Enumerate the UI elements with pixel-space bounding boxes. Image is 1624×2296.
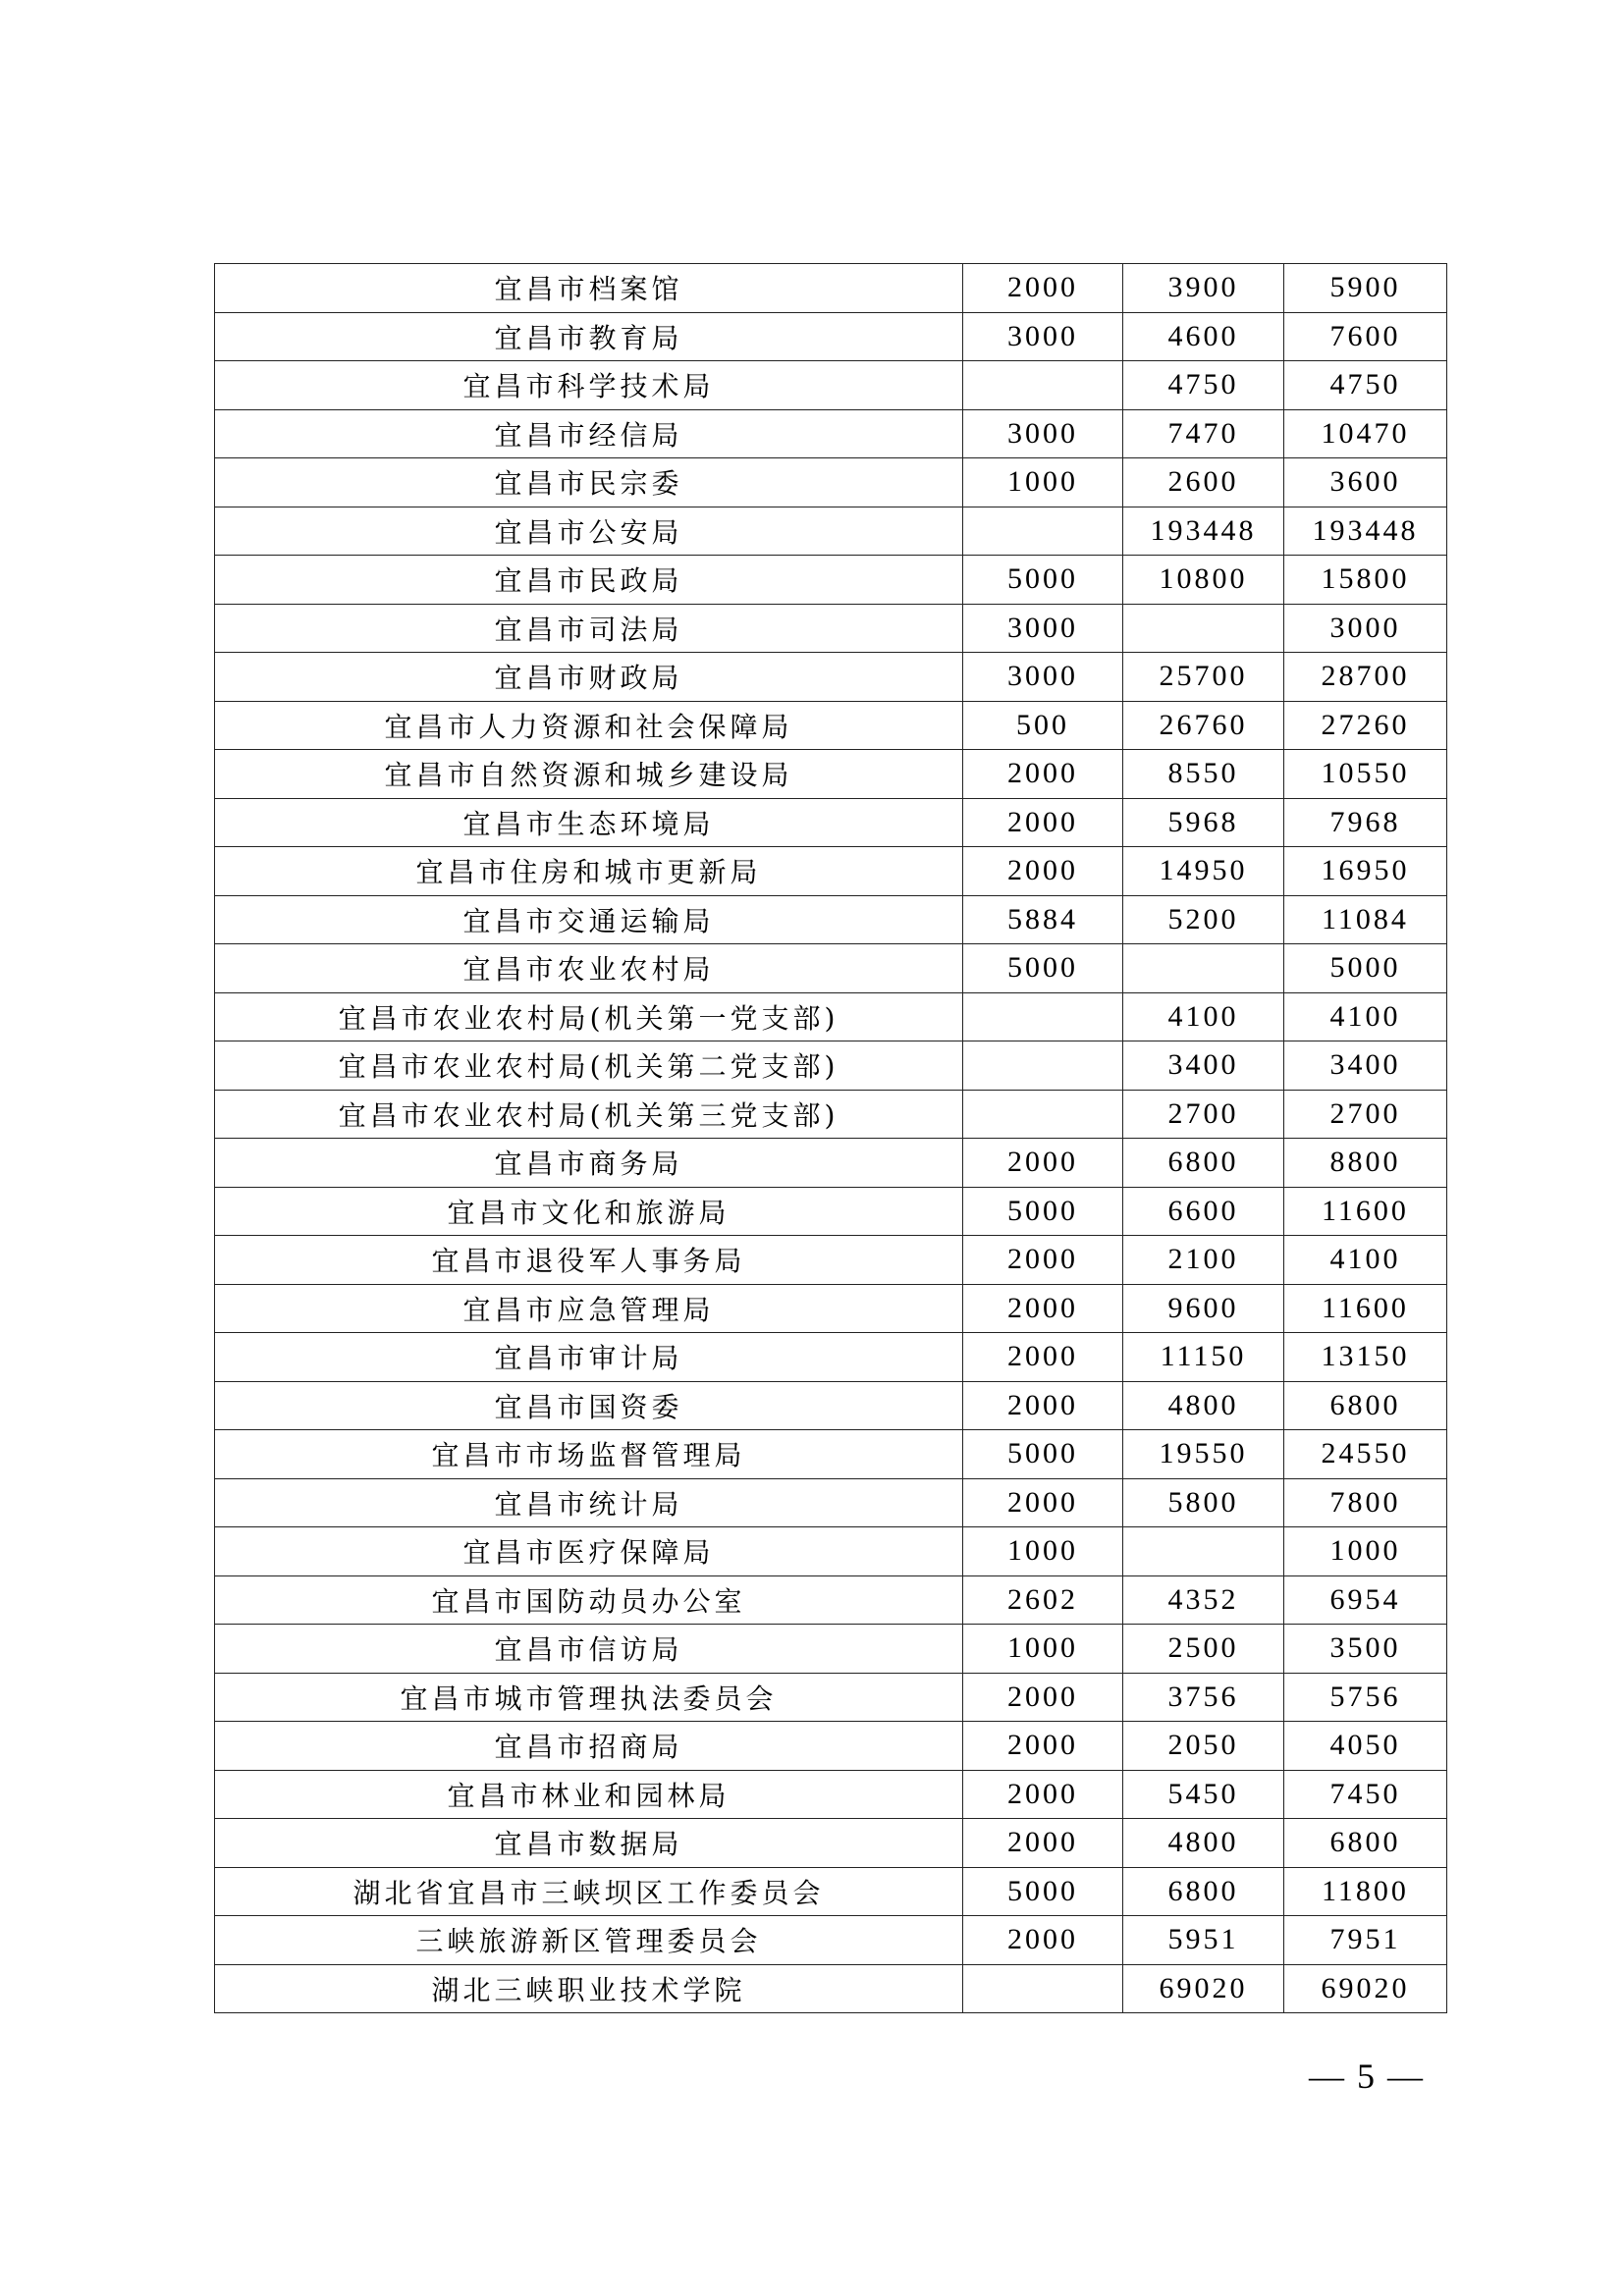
table-row [215, 653, 1447, 702]
unit-name-cell: 三峡旅游新区管理委员会 [215, 1916, 963, 1965]
amount-a-cell: 2000 [963, 264, 1123, 313]
total-cell: 28700 [1284, 653, 1447, 702]
amount-a-cell: 3000 [963, 604, 1123, 653]
unit-name-cell: 宜昌市农业农村局 [215, 944, 963, 993]
amount-b-cell: 2050 [1123, 1722, 1284, 1771]
unit-name-cell: 宜昌市商务局 [215, 1139, 963, 1188]
unit-name-cell: 宜昌市林业和园林局 [215, 1770, 963, 1819]
total-cell: 11600 [1284, 1187, 1447, 1236]
unit-name-cell: 宜昌市财政局 [215, 653, 963, 702]
total-cell: 4750 [1284, 361, 1447, 410]
amount-a-cell: 2000 [963, 847, 1123, 896]
unit-name-cell: 宜昌市教育局 [215, 312, 963, 361]
table-row [215, 895, 1447, 944]
amount-a-cell: 2602 [963, 1575, 1123, 1625]
table-row [215, 1867, 1447, 1916]
unit-name-cell: 宜昌市农业农村局(机关第一党支部) [215, 992, 963, 1041]
table-row [215, 701, 1447, 750]
total-cell: 10470 [1284, 409, 1447, 458]
amount-a-cell [963, 992, 1123, 1041]
total-cell: 69020 [1284, 1964, 1447, 2013]
total-cell: 8800 [1284, 1139, 1447, 1188]
amount-b-cell [1123, 1527, 1284, 1576]
total-cell: 7450 [1284, 1770, 1447, 1819]
unit-name-cell: 宜昌市经信局 [215, 409, 963, 458]
total-cell: 7800 [1284, 1478, 1447, 1527]
table-row [215, 1916, 1447, 1965]
amount-b-cell: 6600 [1123, 1187, 1284, 1236]
table-row [215, 264, 1447, 313]
budget-table [214, 263, 1447, 2013]
total-cell: 27260 [1284, 701, 1447, 750]
total-cell: 6800 [1284, 1381, 1447, 1430]
unit-name-cell: 宜昌市招商局 [215, 1722, 963, 1771]
amount-b-cell: 4800 [1123, 1819, 1284, 1868]
table-row [215, 1041, 1447, 1091]
table-row [215, 361, 1447, 410]
total-cell: 3600 [1284, 458, 1447, 507]
total-cell: 4050 [1284, 1722, 1447, 1771]
amount-b-cell: 4100 [1123, 992, 1284, 1041]
table-row [215, 1625, 1447, 1674]
unit-name-cell: 宜昌市档案馆 [215, 264, 963, 313]
unit-name-cell: 湖北省宜昌市三峡坝区工作委员会 [215, 1867, 963, 1916]
amount-a-cell: 5000 [963, 944, 1123, 993]
table-row [215, 1819, 1447, 1868]
table-row [215, 409, 1447, 458]
amount-b-cell: 3400 [1123, 1041, 1284, 1091]
unit-name-cell: 宜昌市文化和旅游局 [215, 1187, 963, 1236]
table-row [215, 1236, 1447, 1285]
amount-a-cell [963, 507, 1123, 556]
amount-a-cell [963, 361, 1123, 410]
total-cell: 10550 [1284, 750, 1447, 799]
amount-b-cell: 193448 [1123, 507, 1284, 556]
table-row [215, 556, 1447, 605]
amount-a-cell: 1000 [963, 458, 1123, 507]
amount-a-cell: 1000 [963, 1625, 1123, 1674]
total-cell: 1000 [1284, 1527, 1447, 1576]
total-cell: 3000 [1284, 604, 1447, 653]
amount-b-cell: 26760 [1123, 701, 1284, 750]
amount-b-cell: 4352 [1123, 1575, 1284, 1625]
amount-a-cell: 2000 [963, 1770, 1123, 1819]
amount-b-cell: 9600 [1123, 1284, 1284, 1333]
table-row [215, 992, 1447, 1041]
unit-name-cell: 宜昌市公安局 [215, 507, 963, 556]
amount-b-cell: 3900 [1123, 264, 1284, 313]
table-row [215, 750, 1447, 799]
table-row [215, 1333, 1447, 1382]
amount-a-cell: 3000 [963, 312, 1123, 361]
amount-b-cell: 2500 [1123, 1625, 1284, 1674]
amount-a-cell: 2000 [963, 1819, 1123, 1868]
total-cell: 3500 [1284, 1625, 1447, 1674]
total-cell: 5000 [1284, 944, 1447, 993]
amount-b-cell: 5951 [1123, 1916, 1284, 1965]
unit-name-cell: 宜昌市国资委 [215, 1381, 963, 1430]
amount-a-cell: 2000 [963, 798, 1123, 847]
total-cell: 13150 [1284, 1333, 1447, 1382]
unit-name-cell: 宜昌市人力资源和社会保障局 [215, 701, 963, 750]
amount-b-cell: 10800 [1123, 556, 1284, 605]
unit-name-cell: 宜昌市统计局 [215, 1478, 963, 1527]
unit-name-cell: 宜昌市医疗保障局 [215, 1527, 963, 1576]
amount-b-cell: 5200 [1123, 895, 1284, 944]
table-row [215, 458, 1447, 507]
total-cell: 11084 [1284, 895, 1447, 944]
table-row [215, 507, 1447, 556]
total-cell: 24550 [1284, 1430, 1447, 1479]
total-cell: 7951 [1284, 1916, 1447, 1965]
table-row [215, 1430, 1447, 1479]
amount-a-cell: 2000 [963, 1381, 1123, 1430]
amount-b-cell: 4750 [1123, 361, 1284, 410]
amount-b-cell: 5450 [1123, 1770, 1284, 1819]
amount-a-cell: 2000 [963, 1722, 1123, 1771]
table-row [215, 1575, 1447, 1625]
unit-name-cell: 宜昌市科学技术局 [215, 361, 963, 410]
amount-a-cell: 3000 [963, 409, 1123, 458]
amount-a-cell: 500 [963, 701, 1123, 750]
amount-a-cell: 2000 [963, 1139, 1123, 1188]
unit-name-cell: 宜昌市数据局 [215, 1819, 963, 1868]
table-row [215, 1770, 1447, 1819]
amount-a-cell: 2000 [963, 1236, 1123, 1285]
amount-b-cell: 69020 [1123, 1964, 1284, 2013]
unit-name-cell: 宜昌市退役军人事务局 [215, 1236, 963, 1285]
amount-b-cell: 2100 [1123, 1236, 1284, 1285]
total-cell: 4100 [1284, 992, 1447, 1041]
table-row [215, 1381, 1447, 1430]
unit-name-cell: 宜昌市应急管理局 [215, 1284, 963, 1333]
amount-b-cell: 5800 [1123, 1478, 1284, 1527]
table-body [215, 264, 1447, 2013]
table-row [215, 1478, 1447, 1527]
table-row [215, 604, 1447, 653]
total-cell: 6954 [1284, 1575, 1447, 1625]
total-cell: 6800 [1284, 1819, 1447, 1868]
unit-name-cell: 宜昌市城市管理执法委员会 [215, 1673, 963, 1722]
amount-a-cell [963, 1964, 1123, 2013]
total-cell: 5900 [1284, 264, 1447, 313]
total-cell: 3400 [1284, 1041, 1447, 1091]
total-cell: 7968 [1284, 798, 1447, 847]
amount-b-cell: 19550 [1123, 1430, 1284, 1479]
amount-b-cell: 2600 [1123, 458, 1284, 507]
amount-a-cell: 2000 [963, 1916, 1123, 1965]
unit-name-cell: 宜昌市司法局 [215, 604, 963, 653]
table-row [215, 1187, 1447, 1236]
amount-a-cell: 2000 [963, 1333, 1123, 1382]
amount-a-cell: 2000 [963, 1478, 1123, 1527]
unit-name-cell: 宜昌市民政局 [215, 556, 963, 605]
total-cell: 11600 [1284, 1284, 1447, 1333]
total-cell: 7600 [1284, 312, 1447, 361]
unit-name-cell: 宜昌市市场监督管理局 [215, 1430, 963, 1479]
amount-a-cell: 5000 [963, 556, 1123, 605]
amount-b-cell [1123, 944, 1284, 993]
total-cell: 16950 [1284, 847, 1447, 896]
amount-a-cell: 3000 [963, 653, 1123, 702]
page-number: — 5 — [1309, 2056, 1425, 2096]
table-row [215, 1527, 1447, 1576]
amount-a-cell: 2000 [963, 750, 1123, 799]
amount-b-cell: 5968 [1123, 798, 1284, 847]
amount-b-cell: 8550 [1123, 750, 1284, 799]
amount-a-cell: 1000 [963, 1527, 1123, 1576]
unit-name-cell: 湖北三峡职业技术学院 [215, 1964, 963, 2013]
total-cell: 4100 [1284, 1236, 1447, 1285]
amount-b-cell [1123, 604, 1284, 653]
unit-name-cell: 宜昌市交通运输局 [215, 895, 963, 944]
total-cell: 193448 [1284, 507, 1447, 556]
amount-b-cell: 4600 [1123, 312, 1284, 361]
table-row [215, 1090, 1447, 1139]
table-row [215, 1964, 1447, 2013]
amount-a-cell: 5000 [963, 1430, 1123, 1479]
unit-name-cell: 宜昌市农业农村局(机关第二党支部) [215, 1041, 963, 1091]
unit-name-cell: 宜昌市农业农村局(机关第三党支部) [215, 1090, 963, 1139]
table-row [215, 1139, 1447, 1188]
amount-b-cell: 25700 [1123, 653, 1284, 702]
amount-b-cell: 6800 [1123, 1867, 1284, 1916]
amount-a-cell [963, 1090, 1123, 1139]
unit-name-cell: 宜昌市自然资源和城乡建设局 [215, 750, 963, 799]
unit-name-cell: 宜昌市住房和城市更新局 [215, 847, 963, 896]
total-cell: 11800 [1284, 1867, 1447, 1916]
table-row [215, 1673, 1447, 1722]
table-row [215, 1722, 1447, 1771]
amount-b-cell: 6800 [1123, 1139, 1284, 1188]
amount-b-cell: 11150 [1123, 1333, 1284, 1382]
amount-a-cell: 2000 [963, 1284, 1123, 1333]
amount-a-cell: 5000 [963, 1867, 1123, 1916]
amount-a-cell: 2000 [963, 1673, 1123, 1722]
table-row [215, 798, 1447, 847]
unit-name-cell: 宜昌市信访局 [215, 1625, 963, 1674]
amount-b-cell: 7470 [1123, 409, 1284, 458]
table-row [215, 847, 1447, 896]
total-cell: 2700 [1284, 1090, 1447, 1139]
total-cell: 5756 [1284, 1673, 1447, 1722]
table-row [215, 1284, 1447, 1333]
total-cell: 15800 [1284, 556, 1447, 605]
amount-b-cell: 14950 [1123, 847, 1284, 896]
amount-b-cell: 2700 [1123, 1090, 1284, 1139]
amount-b-cell: 4800 [1123, 1381, 1284, 1430]
amount-a-cell: 5000 [963, 1187, 1123, 1236]
amount-a-cell: 5884 [963, 895, 1123, 944]
table-row [215, 944, 1447, 993]
unit-name-cell: 宜昌市国防动员办公室 [215, 1575, 963, 1625]
unit-name-cell: 宜昌市审计局 [215, 1333, 963, 1382]
unit-name-cell: 宜昌市生态环境局 [215, 798, 963, 847]
table-row [215, 312, 1447, 361]
amount-a-cell [963, 1041, 1123, 1091]
amount-b-cell: 3756 [1123, 1673, 1284, 1722]
unit-name-cell: 宜昌市民宗委 [215, 458, 963, 507]
